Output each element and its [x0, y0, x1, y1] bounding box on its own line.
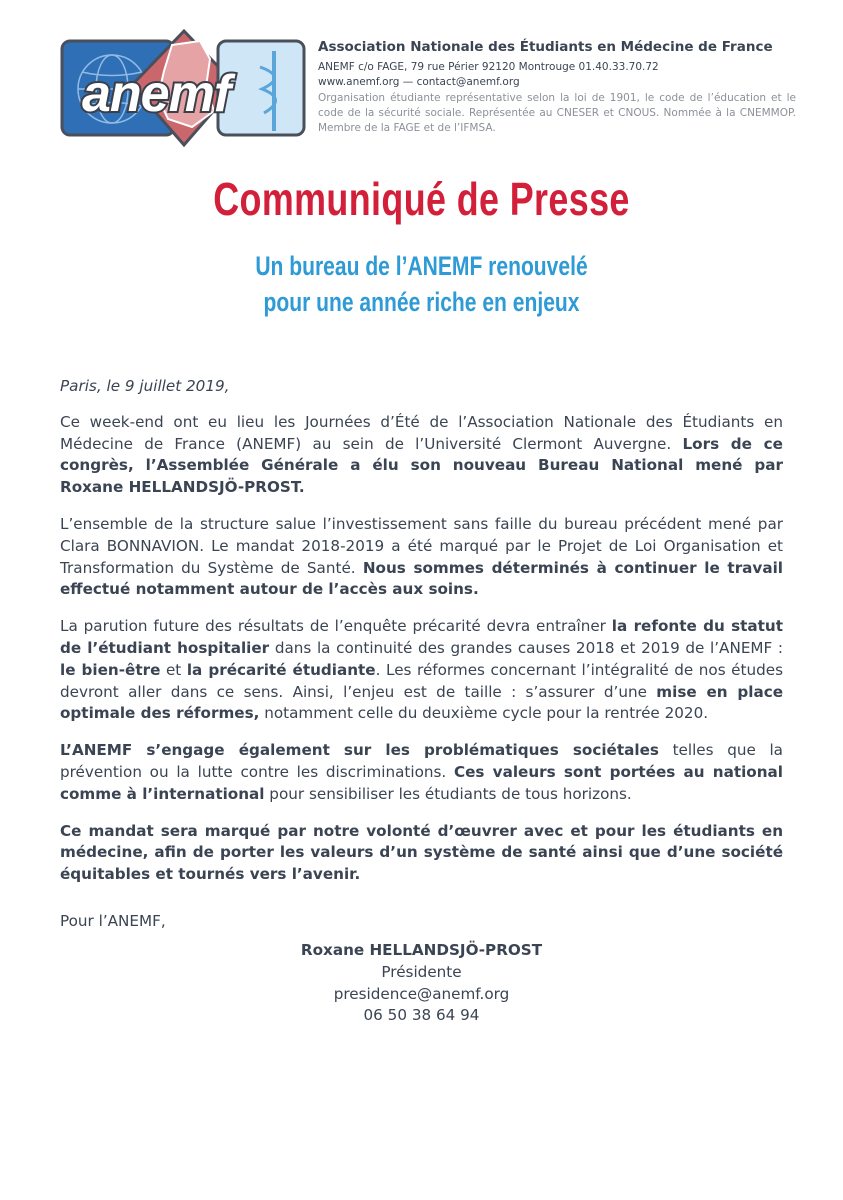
body-paragraph: [60, 616, 783, 725]
signatory-name: Roxane HELLANDSJÖ-PROST: [300, 941, 543, 959]
bold-text: mise en place optimale des réformes,: [60, 682, 783, 723]
text: pour sensibiliser les étudiants de tous horizons.: [264, 784, 632, 803]
bold-text: la précarité étudiante: [186, 660, 376, 679]
text: Ce week-end ont eu lieu les Journées d’Été de l’Association Nationale des Étudiants en Médecine de France (ANEMF) au sein de l’Université Clermont Auvergne.: [60, 412, 783, 453]
text: et: [160, 660, 187, 679]
org-description: Organisation étudiante représentative selon la loi de 1901, le code de l’éducation et le code de la sécurité sociale. Représentée au CNESER et CNOUS. Nommée à la CNEMMOP. Membre de la FAGE et de l’IFMSA.: [318, 92, 796, 134]
bold-text: Ces valeurs sont portées au national comme à l’international: [60, 762, 783, 803]
org-address: ANEMF c/o FAGE, 79 rue Périer 92120 Montrouge 01.40.33.70.72: [318, 61, 659, 73]
signatory-email: presidence@anemf.org: [333, 984, 510, 1003]
closing-statement-text: Ce mandat sera marqué par notre volonté d’œuvrer avec et pour les étudiants en médecine, afin de porter les valeurs d’un système de santé ainsi que d’une société équitables et tournés vers l’avenir.: [60, 821, 783, 884]
text: . Les réformes concernant l’intégralité de nos études devront aller dans ce sens. Ainsi, l’enjeu est de taille : s’assurer d’une: [60, 660, 784, 701]
place-date: Paris, le 9 juillet 2019,: [60, 377, 230, 395]
bold-text: le bien-être: [60, 660, 161, 679]
organization-info: [318, 39, 796, 136]
subtitle-line-1: Un bureau de l’ANEMF renouvelé: [255, 251, 588, 281]
signatory-role: Présidente: [381, 962, 462, 981]
body-paragraphs: [60, 412, 783, 806]
text: La parution future des résultats de l’enquête précarité devra entraîner: [60, 617, 612, 636]
signature-block: [0, 940, 843, 1027]
org-name: Association Nationale des Étudiants en Médecine de France: [318, 39, 773, 55]
bold-text: la refonte du statut de l’étudiant hospitalier: [60, 617, 783, 657]
text: L’ensemble de la structure salue l’investissement sans faille du bureau précédent mené par Clara BONNAVION. Le mandat 2018-2019 a été marqué par le Projet de Loi Organisation et Transformation du Système de Santé.: [60, 514, 783, 577]
body-paragraph: [60, 514, 783, 601]
org-web-contact: www.anemf.org — contact@anemf.org: [318, 76, 520, 88]
closing-statement: [60, 821, 783, 886]
bold-text: Lors de ce congrès, l’Assemblée Générale a élu son nouveau Bureau National mené par Roxane HELLANDSJÖ-PROST.: [60, 434, 783, 497]
body-paragraph: [60, 740, 783, 805]
subtitle: [93, 248, 751, 320]
logo-wordmark: anemf: [82, 65, 231, 123]
bold-text: L’ANEMF s’engage également sur les problématiques sociétales: [60, 741, 659, 760]
text: telles que la prévention ou la lutte contre les discriminations.: [60, 741, 783, 781]
press-release-body: [60, 376, 783, 973]
text: notamment celle du deuxième cycle pour la rentrée 2020.: [259, 704, 709, 723]
bold-text: Nous sommes déterminés à continuer le travail effectué notamment autour de l’accès aux soins.: [60, 558, 783, 599]
closing-line: Pour l’ANEMF,: [60, 911, 166, 930]
signatory-phone: 06 50 38 64 94: [363, 1006, 480, 1025]
page-title: Communiqué de Presse: [213, 173, 630, 225]
body-paragraph: [60, 412, 783, 499]
subtitle-line-2: pour une année riche en enjeux: [263, 287, 580, 317]
text: dans la continuité des grandes causes 2018 et 2019 de l’ANEMF :: [269, 638, 783, 657]
anemf-logo: [60, 27, 308, 150]
